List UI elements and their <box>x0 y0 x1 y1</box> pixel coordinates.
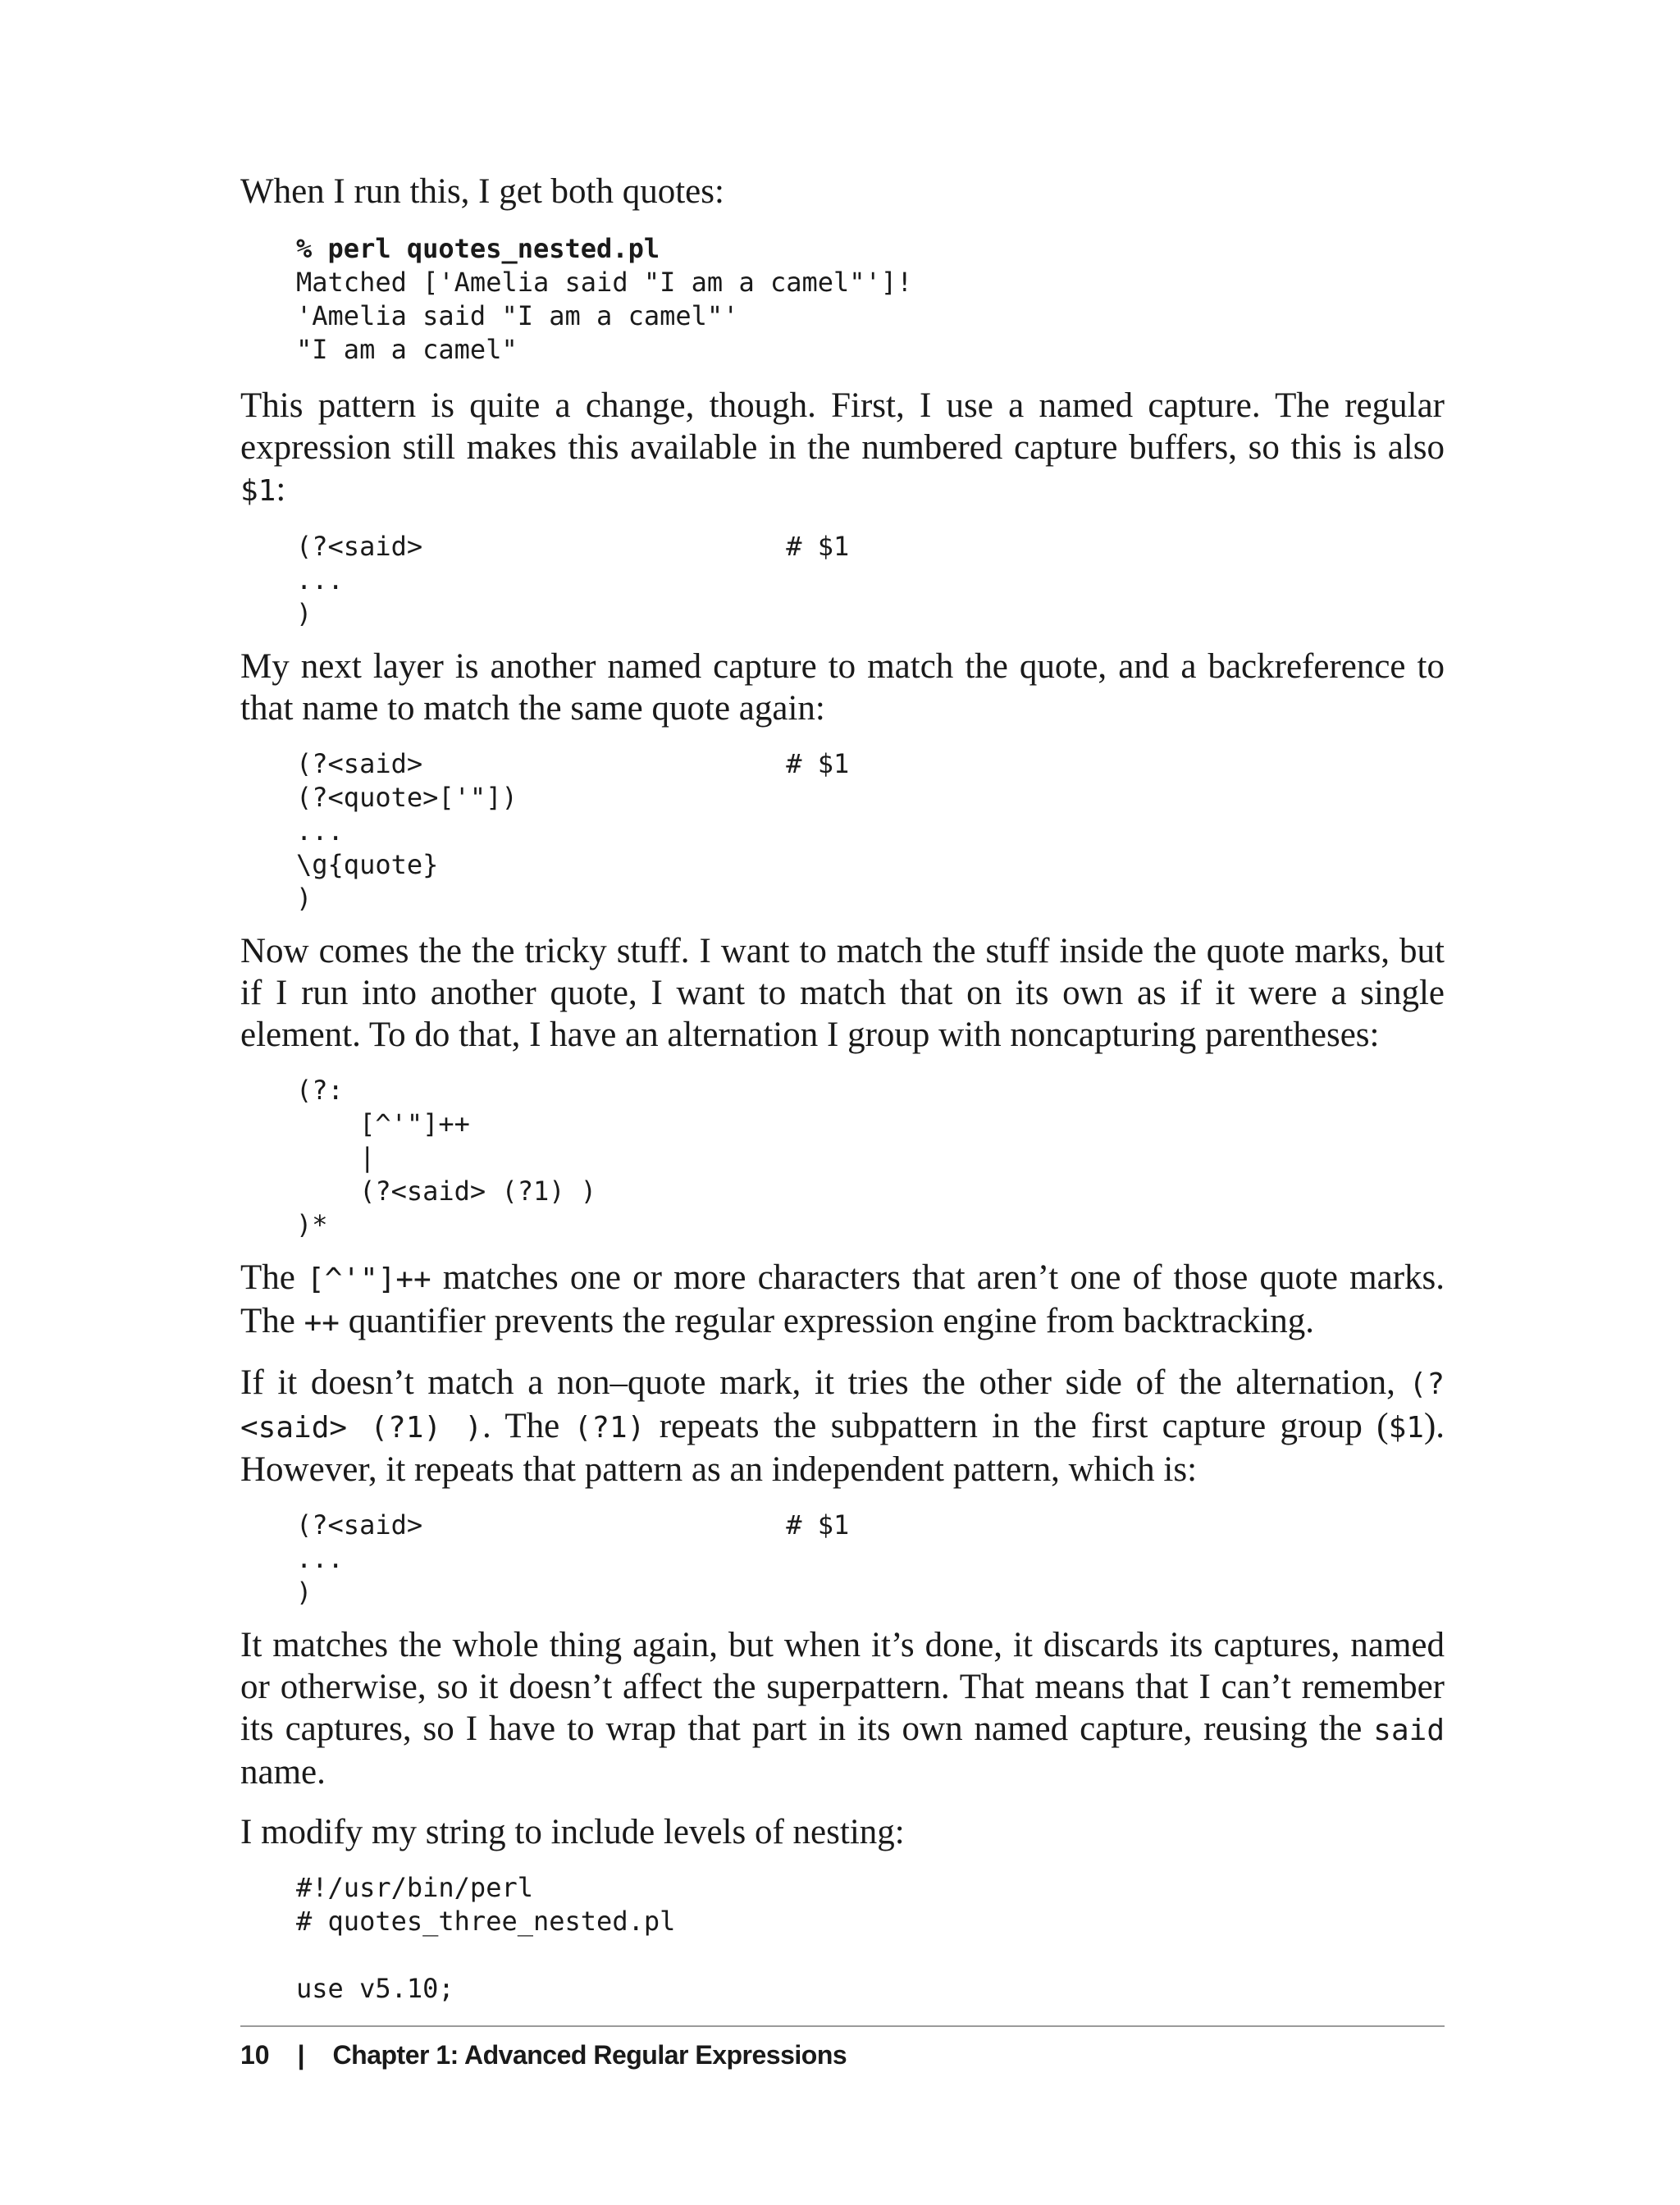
paragraph: When I run this, I get both quotes: <box>240 172 724 211</box>
paragraph: My next layer is another named capture to match the quote, and a backreference to that name to match the same quote again: <box>240 647 1445 728</box>
paragraph: If it doesn’t match a non–quote mark, it tries the other side of the alternation, (?<said> (?1) ). The (?1) repeats the subpattern in the first capture group ($1). However, it repeats that pattern as an independent pattern, which is: <box>240 1363 1445 1489</box>
shell-output: Matched ['Amelia said "I am a camel"']! 'Amelia said "I am a camel"' "I am a camel" <box>296 267 913 365</box>
page-footer <box>240 2033 847 2077</box>
code-block: (?<said> # $1 ... ) <box>296 1509 850 1608</box>
footer-separator: | <box>297 2040 305 2070</box>
inline-code: said <box>1373 1714 1445 1747</box>
inline-code: $1 <box>1388 1411 1424 1445</box>
shell-command: % perl quotes_nested.pl <box>296 233 660 264</box>
paragraph: The [^'"]++ matches one or more characters that aren’t one of those quote marks. The ++ quantifier prevents the regular expression engine from backtracking. <box>240 1258 1445 1340</box>
inline-code: $1 <box>240 474 276 508</box>
paragraph: It matches the whole thing again, but when it’s done, it discards its captures, named or otherwise, so it doesn’t affect the superpattern. That means that I can’t remember its captures, so I have to wrap that part in its own named capture, reusing the said name. <box>240 1626 1445 1792</box>
code-block: (?: [^'"]++ | (?<said> (?1) ) )* <box>296 1075 597 1240</box>
inline-code: ++ <box>304 1306 340 1340</box>
code-block: (?<said> # $1 (?<quote>['"]) ... \g{quote} ) <box>296 748 850 914</box>
inline-code: (?1) <box>573 1411 646 1445</box>
inline-code: [^'"]++ <box>307 1262 431 1296</box>
chapter-title: Chapter 1: Advanced Regular Expressions <box>332 2040 847 2070</box>
inline-code: (?<said> (?1) ) <box>240 1367 1445 1445</box>
footer-divider <box>240 2025 1445 2027</box>
paragraph: Now comes the the tricky stuff. I want to match the stuff inside the quote marks, but if I run into another quote, I want to match that on its own as if it were a single element. To do that, I have an alternation I group with noncapturing parentheses: <box>240 932 1445 1054</box>
page-number: 10 <box>240 2040 270 2070</box>
code-block: #!/usr/bin/perl # quotes_three_nested.pl use v5.10; <box>296 1872 676 2004</box>
page-body <box>240 171 1445 2006</box>
code-block: (?<said> # $1 ... ) <box>296 531 850 629</box>
paragraph: This pattern is quite a change, though. First, I use a named capture. The regular expression still makes this available in the numbered capture buffers, so this is also $1: <box>240 386 1445 509</box>
code-block-terminal <box>240 232 1445 367</box>
paragraph: I modify my string to include levels of nesting: <box>240 1813 905 1851</box>
